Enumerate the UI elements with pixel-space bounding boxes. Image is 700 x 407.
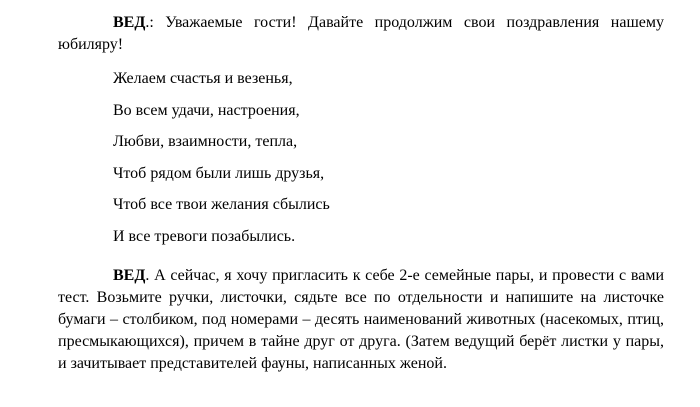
speaker-label: ВЕД [113, 14, 146, 31]
speaker-label: ВЕД [113, 267, 146, 284]
host-greeting-paragraph [58, 12, 664, 56]
poem-line: Чтоб рядом были лишь друзья, [113, 164, 325, 182]
poem-line: Чтоб все твои желания сбылись [113, 196, 330, 214]
poem-line: И все тревоги позабылись. [113, 227, 296, 245]
paragraph-text: .: Уважаемые гости! Давайте продолжим свои поздравления нашему юбиляру! [58, 14, 664, 53]
paragraph-text: . А сейчас, я хочу пригласить к себе 2-е семейные пары, и провести с вами тест. Возьмите ручки, листочки, сядьте все по отдельности и напишите на листочке бумаги – столбиком, под номерами – десять наименований животных (насекомых, птиц, пресмыкающихся), причем в тайне друг от друга. (Затем ведущий берёт листки у пары, и зачитывает представителей фауны, написанных женой. [58, 267, 664, 372]
poem-stanza [113, 68, 330, 258]
host-test-paragraph [58, 265, 664, 375]
poem-line: Во всем удачи, настроения, [113, 101, 300, 119]
poem-line: Любви, взаимности, тепла, [113, 133, 298, 151]
poem-line: Желаем счастья и везенья, [113, 70, 293, 87]
